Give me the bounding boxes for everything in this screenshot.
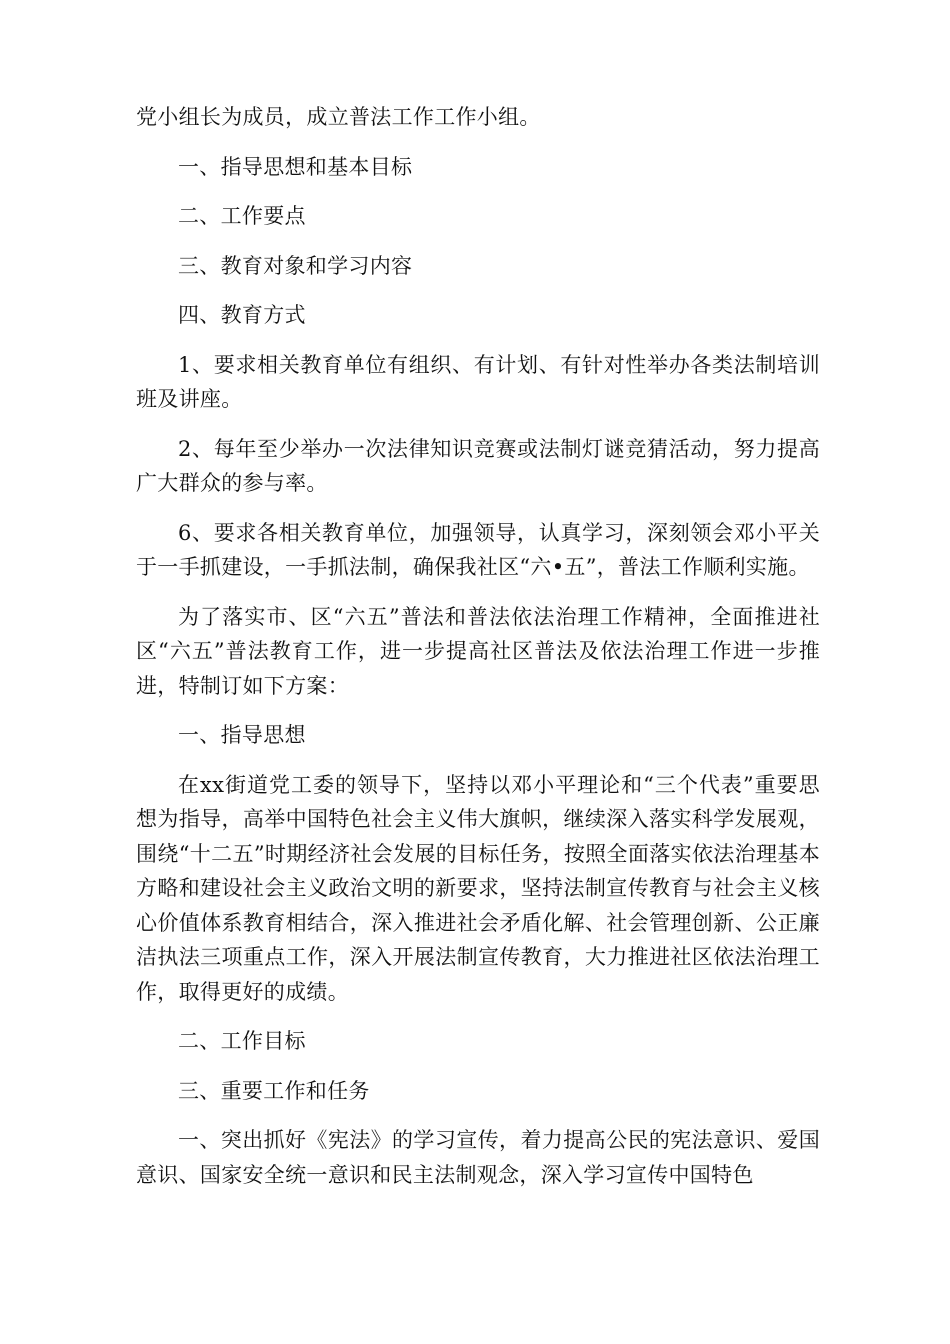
- heading-education-targets: 三、教育对象和学习内容: [178, 253, 413, 278]
- heading-guiding-ideology-and-goals: 一、指导思想和基本目标: [178, 154, 413, 179]
- heading-work-goals: 二、工作目标: [178, 1029, 306, 1053]
- document-body: [136, 100, 820, 1207]
- heading-work-points: 二、工作要点: [178, 204, 306, 228]
- heading-key-tasks: 三、重要工作和任务: [178, 1078, 370, 1103]
- heading-guiding-ideology: 一、指导思想: [178, 723, 306, 747]
- paragraph-guiding-ideology-body: 在xx街道党工委的领导下，坚持以邓小平理论和“三个代表”重要思想为指导，高举中国特色社会主义伟大旗帜，继续深入落实科学发展观，围绕“十二五”时期经济社会发展的目标任务，按照全面落实依法治理基本方略和建设社会主义政治文明的新要求，坚持法制宣传教育与社会主义核心价值体系教育相结合，深入推进社会矛盾化解、社会管理创新、公正廉洁执法三项重点工作，深入开展法制宣传教育，大力推进社区依法治理工作，取得更好的成绩。: [136, 772, 820, 1004]
- paragraph-item-2: 2、每年至少举办一次法律知识竞赛或法制灯谜竞猜活动，努力提高广大群众的参与率。: [136, 436, 820, 495]
- paragraph-item-1: 1、要求相关教育单位有组织、有计划、有针对性举办各类法制培训班及讲座。: [136, 352, 820, 411]
- paragraph-constitution-study: 一、突出抓好《宪法》的学习宣传，着力提高公民的宪法意识、爱国意识、国家安全统一意识和民主法制观念，深入学习宣传中国特色: [136, 1128, 820, 1187]
- paragraph-continuation: 党小组长为成员，成立普法工作工作小组。: [136, 105, 541, 129]
- heading-education-methods: 四、教育方式: [178, 303, 306, 327]
- paragraph-plan-intro: 为了落实市、区“六五”普法和普法依法治理工作精神，全面推进社区“六五”普法教育工作，进一步提高社区普法及依法治理工作进一步推进，特制订如下方案：: [136, 604, 820, 698]
- paragraph-item-6: 6、要求各相关教育单位，加强领导，认真学习，深刻领会邓小平关于一手抓建设，一手抓法制，确保我社区“六•五”，普法工作顺利实施。: [136, 520, 820, 579]
